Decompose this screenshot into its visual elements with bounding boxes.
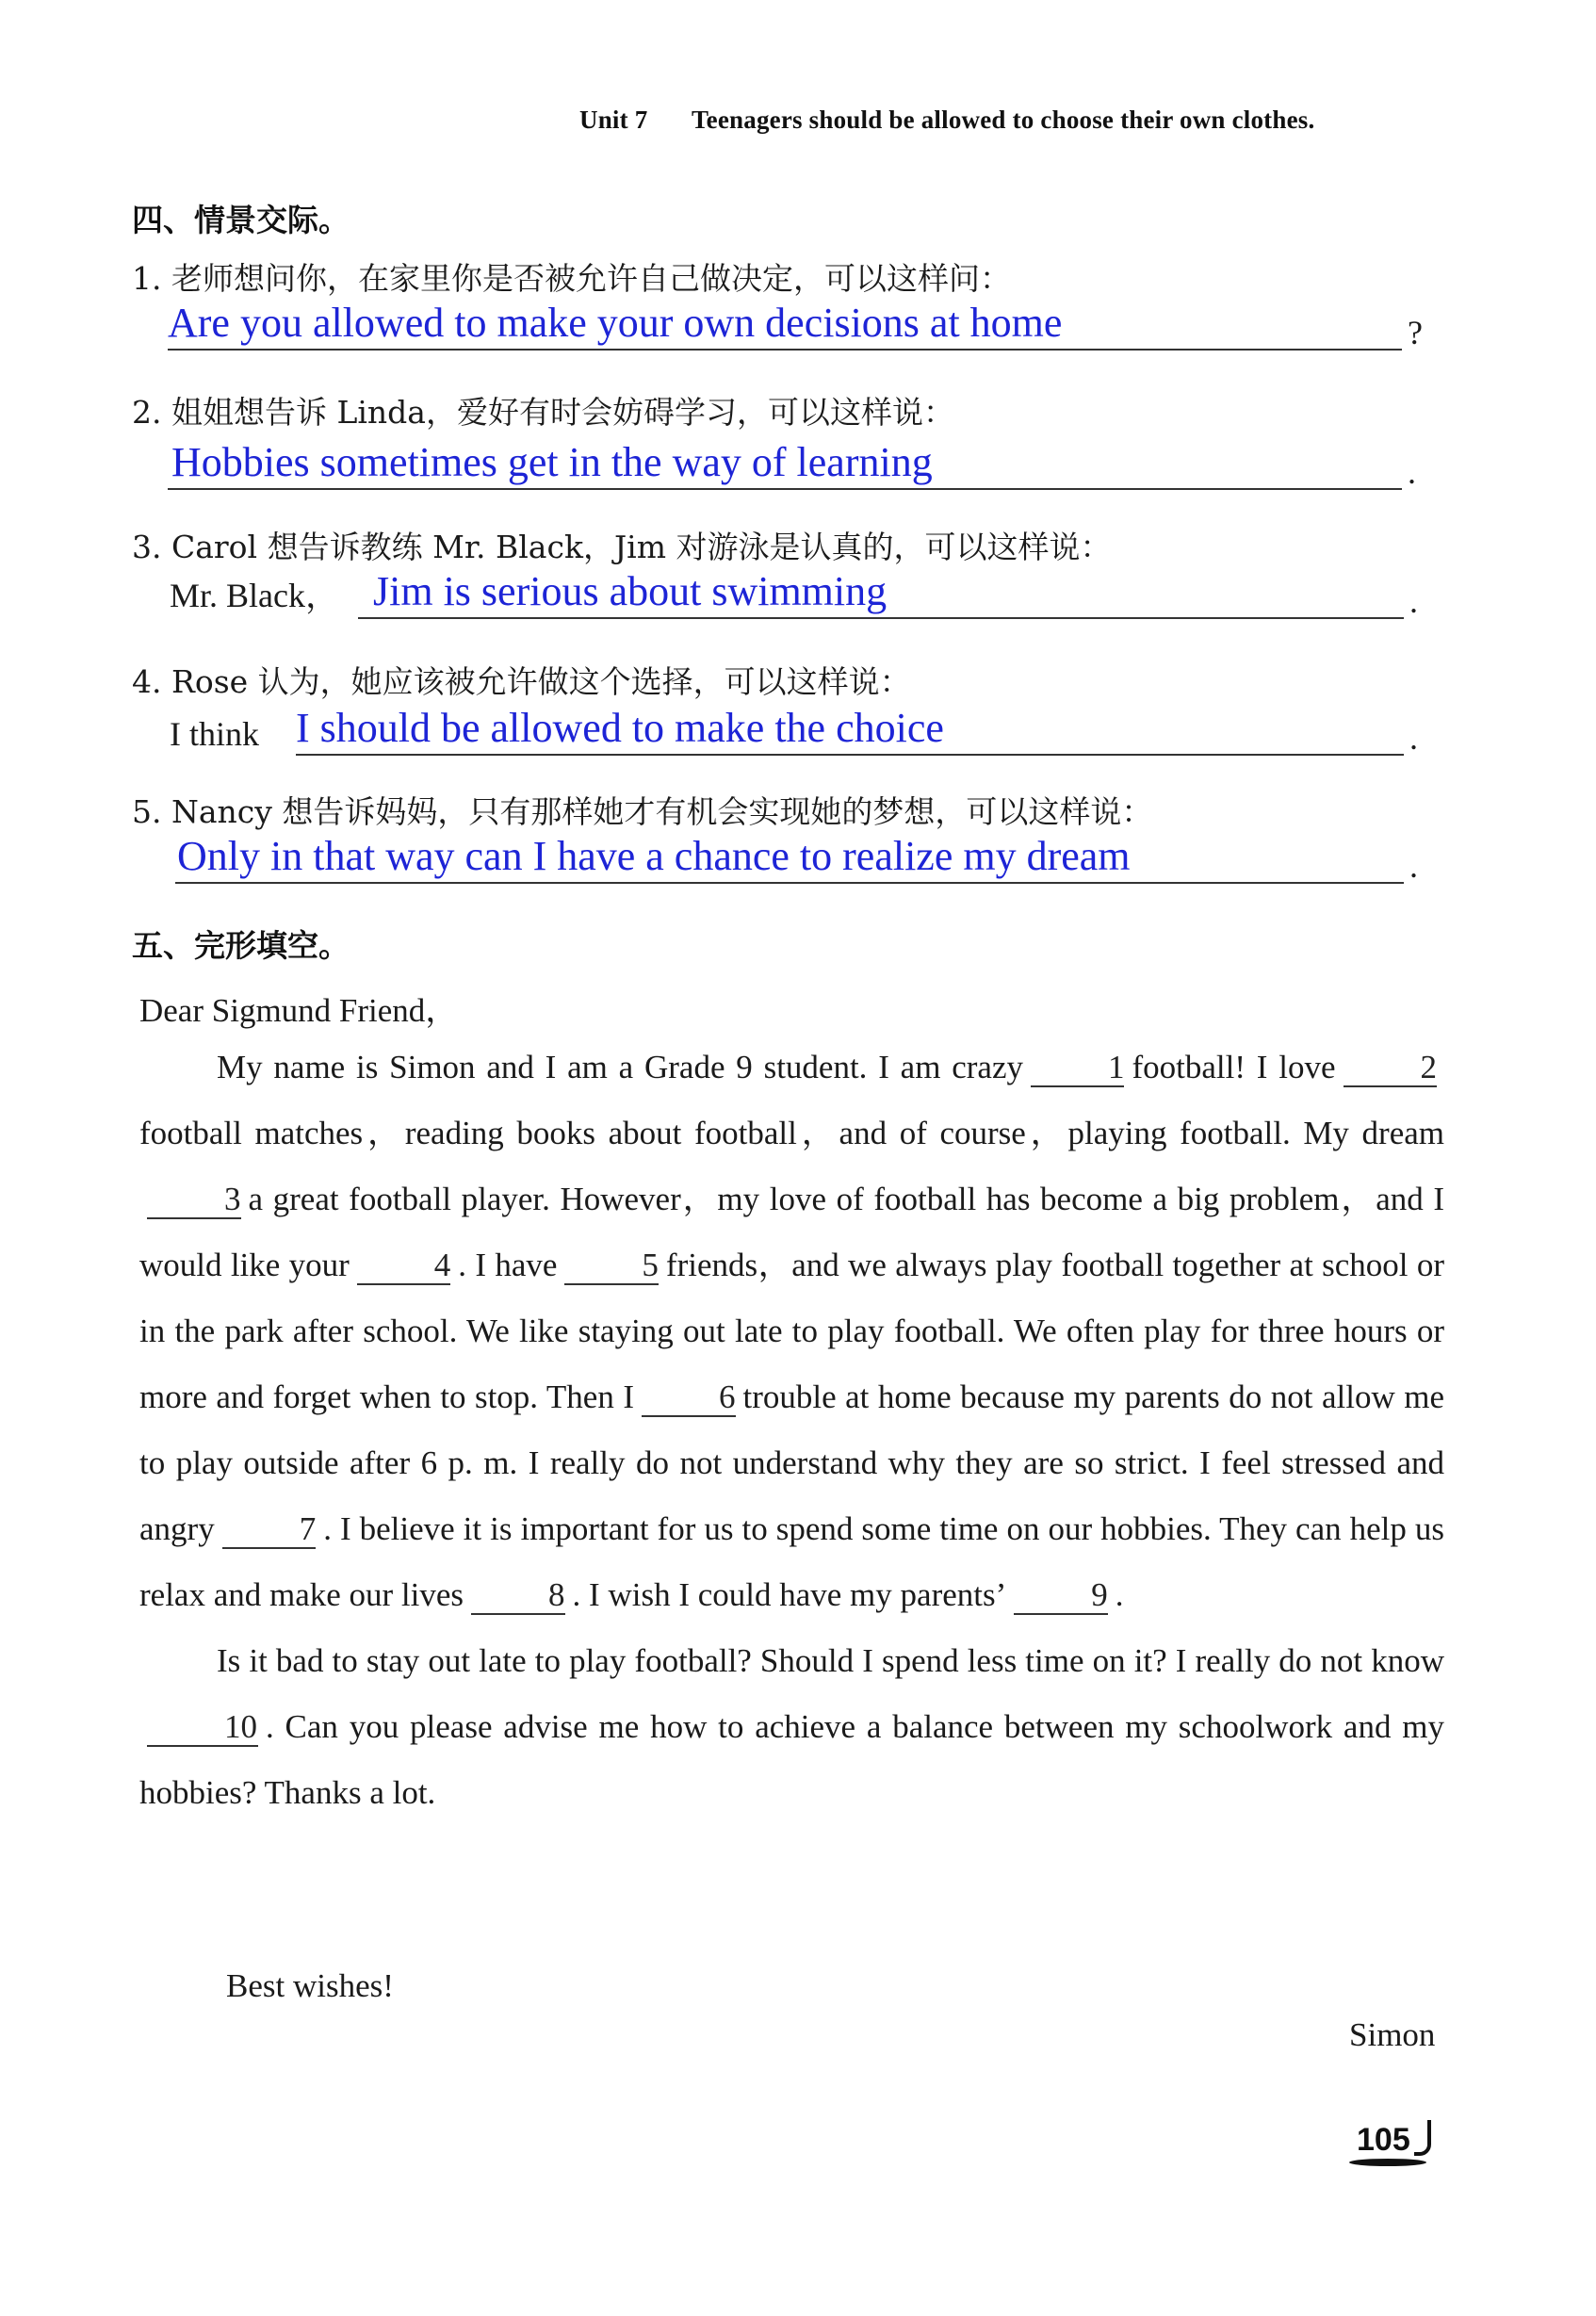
blank-9[interactable]: 9 [1014, 1577, 1108, 1615]
blank-1[interactable]: 1 [1031, 1050, 1125, 1087]
page-number-swoosh-icon [1349, 2159, 1426, 2166]
blank-10[interactable]: 10 [147, 1709, 258, 1747]
letter-signature: Simon [1349, 2016, 1436, 2053]
unit-title: Teenagers should be allowed to choose their own clothes. [691, 106, 1315, 134]
question-4-answer: I should be allowed to make the choice [296, 705, 944, 751]
question-1-end-mark: ? [1408, 314, 1423, 351]
question-3-answer-row [170, 568, 1432, 625]
blank-2[interactable]: 2 [1344, 1050, 1438, 1087]
blank-7[interactable]: 7 [222, 1511, 317, 1549]
question-3-end-mark: . [1409, 582, 1418, 620]
question-3-prompt: 3. Carol 想告诉教练 Mr. Black，Jim 对游泳是认真的，可以这样说： [132, 529, 1112, 565]
question-4-lead: I think [170, 715, 259, 753]
blank-8[interactable]: 8 [471, 1577, 565, 1615]
question-2-end-mark: . [1408, 453, 1416, 491]
page-number: 105 [1357, 2120, 1431, 2159]
question-4-end-mark: . [1409, 719, 1418, 757]
section-4-title: 四、情景交际。 [132, 202, 350, 238]
unit-label: Unit 7 [579, 106, 648, 134]
section-5-title: 五、完形填空。 [132, 927, 350, 964]
page-number-bracket-icon [1414, 2120, 1431, 2156]
question-4-prompt: 4. Rose 认为，她应该被允许做这个选择，可以这样说： [132, 663, 911, 700]
question-5-answer-row [175, 833, 1438, 889]
question-2-answer-row [168, 439, 1430, 496]
question-2-prompt: 2. 姐姐想告诉 Linda，爱好有时会妨碍学习，可以这样说： [132, 394, 954, 431]
page-header [579, 106, 1314, 135]
letter-paragraph-1: My name is Simon and I am a Grade 9 student. I am crazy 1 football! I love 2football matches，reading books about football，and of course，playing football. My dream3 a great football player. However，my love of football has become a big problem，and I would like your 4 . I have 5 friends，and we always play football together at school or in the park after school. We like staying out late to play football. We often play for three hours or more and forget when to stop. Then I 6 trouble at home because my parents do not allow me to play outside after 6 p. m. I really do not understand why they are so strict. I feel stressed and angry 7 . I believe it is important for us to spend some time on our hobbies. They can help us relax and make our lives 8 . I wish I could have my parents’ 9 . [139, 1049, 1445, 1613]
letter-closing: Best wishes! [226, 1967, 394, 2004]
question-4-answer-row [170, 705, 1432, 761]
question-5-prompt: 5. Nancy 想告诉妈妈，只有那样她才有机会实现她的梦想，可以这样说： [132, 793, 1153, 830]
question-1-prompt: 1. 老师想问你，在家里你是否被允许自己做决定，可以这样问： [132, 260, 1011, 297]
question-2-answer: Hobbies sometimes get in the way of learning [171, 439, 933, 485]
question-5-answer: Only in that way can I have a chance to realize my dream [177, 833, 1131, 879]
blank-3[interactable]: 3 [147, 1182, 241, 1219]
letter-body [139, 1035, 1444, 1826]
letter-paragraph-2: Is it bad to stay out late to play football? Should I spend less time on it? I really do not know10 . Can you please advise me how to achieve a balance between my schoolwork and my hobbies? Thanks a lot. [139, 1642, 1444, 1811]
question-3-answer: Jim is serious about swimming [373, 568, 888, 614]
blank-4[interactable]: 4 [357, 1248, 451, 1285]
question-1-answer: Are you allowed to make your own decisions at home [168, 300, 1063, 346]
blank-5[interactable]: 5 [564, 1248, 659, 1285]
question-1-answer-row [168, 300, 1430, 356]
question-5-end-mark: . [1409, 847, 1418, 885]
question-3-lead: Mr. Black， [170, 577, 339, 614]
blank-6[interactable]: 6 [642, 1379, 736, 1417]
letter-salutation: Dear Sigmund Friend， [139, 992, 459, 1029]
